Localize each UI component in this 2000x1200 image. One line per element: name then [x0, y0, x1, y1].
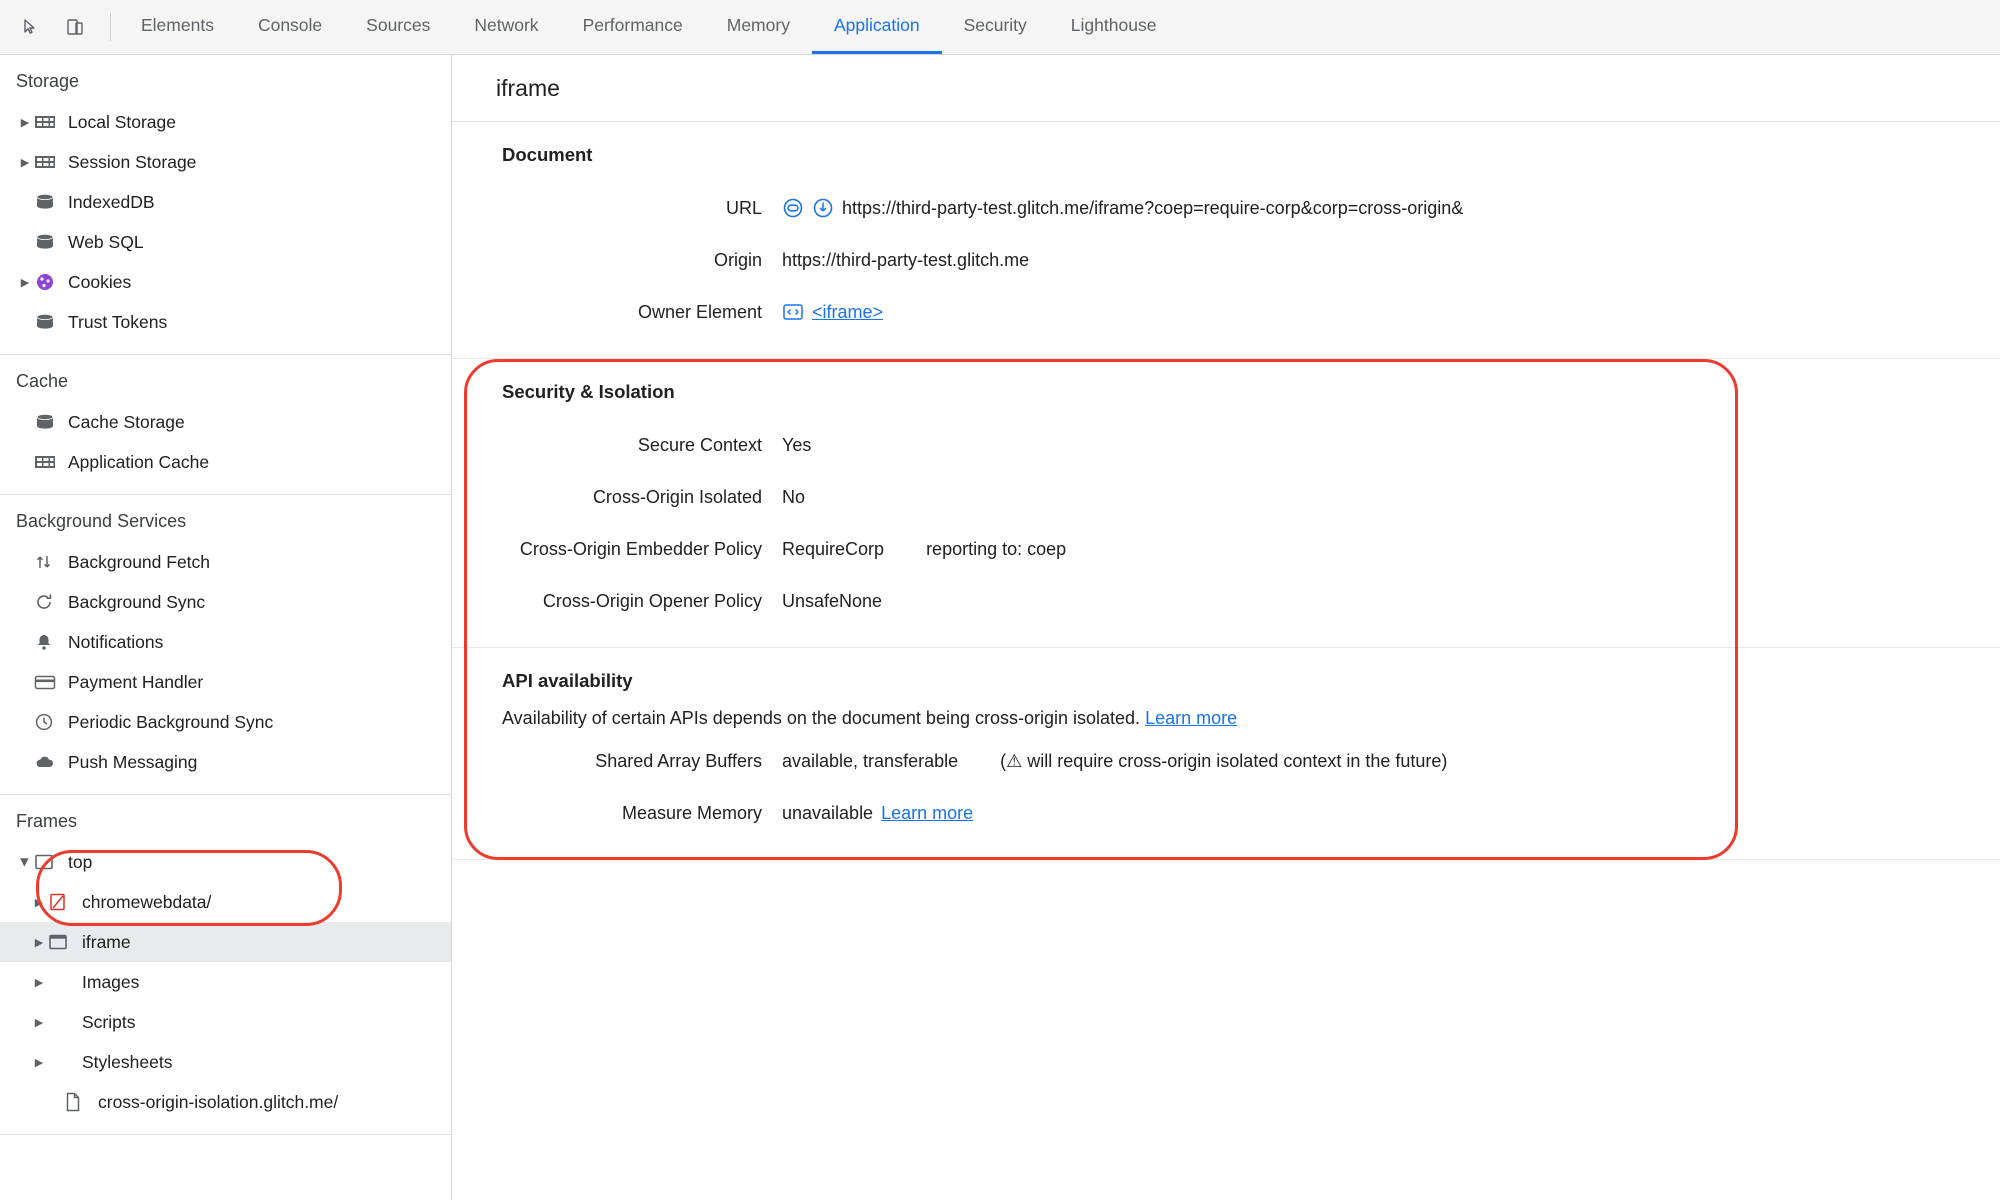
tab-label: Performance [582, 15, 683, 35]
sidebar-item-label: Stylesheets [82, 1051, 173, 1072]
api-availability-note [452, 708, 2000, 729]
url-label: URL [725, 197, 762, 218]
sidebar-item-frame-stylesheets[interactable] [0, 1042, 451, 1082]
api-note-text: Availability of certain APIs depends on the document being cross-origin isolated. [502, 708, 1141, 728]
security-isolation-section [452, 359, 2000, 648]
document-owner-row [452, 286, 2000, 338]
secure-context-row [452, 419, 2000, 471]
sidebar-item-frame-iframe[interactable] [0, 922, 451, 962]
cookie-icon [34, 272, 64, 292]
sidebar-item-label: Images [82, 971, 140, 992]
sidebar-item-trust-tokens[interactable] [0, 302, 451, 342]
api-note-learn-more-link[interactable]: Learn more [1145, 708, 1238, 728]
section-title-background-services: Background Services [16, 511, 187, 531]
measure-memory-value-group [782, 803, 973, 824]
measure-memory-learn-more-link[interactable]: Learn more [881, 802, 974, 823]
shared-array-buffers-row [452, 735, 2000, 787]
shared-array-buffers-warning: (⚠ will require cross-origin isolated context in the future) [1000, 750, 1448, 771]
refresh-icon [34, 592, 64, 612]
sidebar-item-stylesheet-file[interactable] [0, 1082, 451, 1122]
sidebar-item-label: Payment Handler [68, 671, 204, 692]
tab-elements[interactable] [119, 0, 236, 54]
sidebar-item-session-storage[interactable] [0, 142, 451, 182]
sidebar-item-label: Trust Tokens [68, 311, 168, 332]
security-section-title: Security & Isolation [502, 381, 675, 402]
sidebar-item-push-messaging[interactable] [0, 742, 451, 782]
sidebar-item-frame-chromewebdata[interactable] [0, 882, 451, 922]
clock-icon [34, 712, 64, 732]
chevron-right-icon[interactable]: ▶ [34, 1016, 44, 1029]
chevron-right-icon[interactable]: ▶ [34, 1056, 44, 1069]
tab-network[interactable] [452, 0, 560, 54]
coep-label: Cross-Origin Embedder Policy [519, 538, 762, 559]
document-url-row [452, 182, 2000, 234]
database-icon [34, 192, 64, 212]
document-origin-row [452, 234, 2000, 286]
sidebar-section-background-services [0, 495, 451, 795]
tab-label: Application [833, 15, 920, 35]
credit-card-icon [34, 673, 64, 691]
coep-value: RequireCorp [782, 538, 885, 559]
sidebar-item-label: top [68, 851, 93, 872]
shared-array-buffers-label: Shared Array Buffers [595, 750, 762, 771]
sidebar-item-label: Cookies [68, 271, 132, 292]
origin-label: Origin [713, 249, 762, 270]
application-sidebar [0, 55, 452, 1200]
tab-performance[interactable] [561, 0, 705, 54]
network-panel-icon[interactable] [782, 197, 804, 219]
sidebar-item-label: Notifications [68, 631, 164, 652]
coep-value-group [782, 539, 1066, 560]
document-section-title: Document [502, 144, 593, 165]
url-value: https://third-party-test.glitch.me/iframe?coep=require-corp&corp=cross-origin& [842, 197, 1464, 218]
sources-panel-icon[interactable] [812, 197, 834, 219]
tab-label: Elements [141, 15, 214, 35]
sidebar-item-label: Web SQL [68, 231, 144, 252]
device-toolbar-icon[interactable] [58, 10, 92, 44]
shared-array-buffers-value: available, transferable [782, 750, 959, 771]
devtools-toolbar [0, 0, 2000, 55]
cross-origin-isolated-value: No [782, 486, 806, 507]
tab-label: Security [963, 15, 1027, 35]
sidebar-item-periodic-background-sync[interactable] [0, 702, 451, 742]
sidebar-item-label: Local Storage [68, 111, 176, 132]
coop-row [452, 575, 2000, 627]
measure-memory-value: unavailable [782, 802, 874, 823]
inspect-element-icon[interactable] [14, 10, 48, 44]
tab-security[interactable] [942, 0, 1049, 54]
origin-value: https://third-party-test.glitch.me [782, 249, 1030, 270]
chevron-right-icon[interactable]: ▶ [20, 116, 30, 129]
sidebar-item-indexeddb[interactable] [0, 182, 451, 222]
table-icon [34, 453, 64, 471]
tab-label: Sources [366, 15, 431, 35]
cross-origin-isolated-row [452, 471, 2000, 523]
sidebar-item-frame-images[interactable] [0, 962, 451, 1002]
sidebar-item-label: Periodic Background Sync [68, 711, 274, 732]
sidebar-section-frames [0, 795, 451, 1135]
page-title: iframe [452, 55, 2000, 122]
tab-label: Memory [726, 15, 790, 35]
database-icon [34, 412, 64, 432]
secure-context-label: Secure Context [637, 434, 762, 455]
tab-memory[interactable] [705, 0, 812, 54]
sidebar-item-label: Scripts [82, 1011, 136, 1032]
owner-element-link[interactable]: <iframe> [812, 301, 884, 322]
shared-array-buffers-value-group [782, 751, 1447, 772]
frame-icon [48, 933, 78, 951]
table-icon [34, 113, 64, 131]
owner-element-label: Owner Element [637, 301, 762, 322]
highlighted-sections [452, 359, 2000, 860]
sidebar-section-storage [0, 55, 451, 355]
sidebar-item-payment-handler[interactable] [0, 662, 451, 702]
coep-reporting-note: reporting to: coep [926, 538, 1067, 559]
sidebar-item-notifications[interactable] [0, 622, 451, 662]
sidebar-item-web-sql[interactable] [0, 222, 451, 262]
cross-origin-isolated-label: Cross-Origin Isolated [592, 486, 762, 507]
sidebar-item-cache-storage[interactable] [0, 402, 451, 442]
document-section [452, 122, 2000, 359]
sidebar-item-label: cross-origin-isolation.glitch.me/ [98, 1091, 339, 1112]
chevron-right-icon[interactable]: ▶ [34, 936, 44, 949]
tab-label: Console [257, 15, 323, 35]
toolbar-icon-group [0, 10, 102, 44]
chevron-right-icon[interactable]: ▶ [34, 976, 44, 989]
sidebar-item-label: Application Cache [68, 451, 210, 472]
coep-row [452, 523, 2000, 575]
chevron-right-icon[interactable]: ▶ [34, 896, 44, 909]
tab-lighthouse[interactable] [1049, 0, 1179, 54]
database-icon [34, 312, 64, 332]
api-availability-section [452, 648, 2000, 860]
chevron-right-icon[interactable]: ▶ [20, 276, 30, 289]
cloud-icon [34, 753, 64, 771]
panel-tabs [119, 0, 1178, 54]
sidebar-item-local-storage[interactable] [0, 102, 451, 142]
tab-label: Lighthouse [1070, 15, 1157, 35]
tab-application[interactable] [812, 0, 942, 54]
measure-memory-label: Measure Memory [621, 802, 762, 823]
toolbar-divider [110, 13, 111, 41]
devtools-body [0, 55, 2000, 1200]
secure-context-value: Yes [782, 434, 812, 455]
sidebar-item-label: Push Messaging [68, 751, 198, 772]
sidebar-item-label: chromewebdata/ [82, 891, 212, 912]
tab-sources[interactable] [344, 0, 452, 54]
code-tag-icon [782, 301, 804, 323]
sidebar-item-background-sync[interactable] [0, 582, 451, 622]
sidebar-item-label: iframe [82, 931, 131, 952]
broken-page-icon [48, 893, 78, 911]
sidebar-section-cache [0, 355, 451, 495]
coop-value: UnsafeNone [782, 590, 883, 611]
sync-arrows-icon [34, 552, 64, 572]
sidebar-item-label: Background Sync [68, 591, 206, 612]
tab-label: Network [474, 15, 539, 35]
sidebar-item-cookies[interactable] [0, 262, 451, 302]
sidebar-item-label: Cache Storage [68, 411, 185, 432]
sidebar-item-label: Session Storage [68, 151, 197, 172]
measure-memory-row [452, 787, 2000, 839]
section-title-frames: Frames [16, 811, 78, 831]
sidebar-item-application-cache[interactable] [0, 442, 451, 482]
database-icon [34, 232, 64, 252]
chevron-right-icon[interactable]: ▶ [20, 156, 30, 169]
coop-label: Cross-Origin Opener Policy [542, 590, 762, 611]
api-section-title: API availability [502, 670, 633, 691]
chevron-down-icon[interactable]: ▶ [18, 857, 31, 867]
sidebar-item-label: IndexedDB [68, 191, 155, 212]
table-icon [34, 153, 64, 171]
url-value-group [782, 197, 1463, 219]
sidebar-item-frame-top[interactable] [0, 842, 451, 882]
frame-details-panel [452, 55, 2000, 1200]
tab-console[interactable] [236, 0, 344, 54]
document-icon [64, 1092, 94, 1112]
section-title-cache: Cache [16, 371, 69, 391]
bell-icon [34, 632, 64, 652]
sidebar-item-background-fetch[interactable] [0, 542, 451, 582]
section-title-storage: Storage [16, 71, 80, 91]
sidebar-item-frame-scripts[interactable] [0, 1002, 451, 1042]
frame-icon [34, 853, 64, 871]
sidebar-item-label: Background Fetch [68, 551, 211, 572]
owner-value-group [782, 301, 883, 323]
